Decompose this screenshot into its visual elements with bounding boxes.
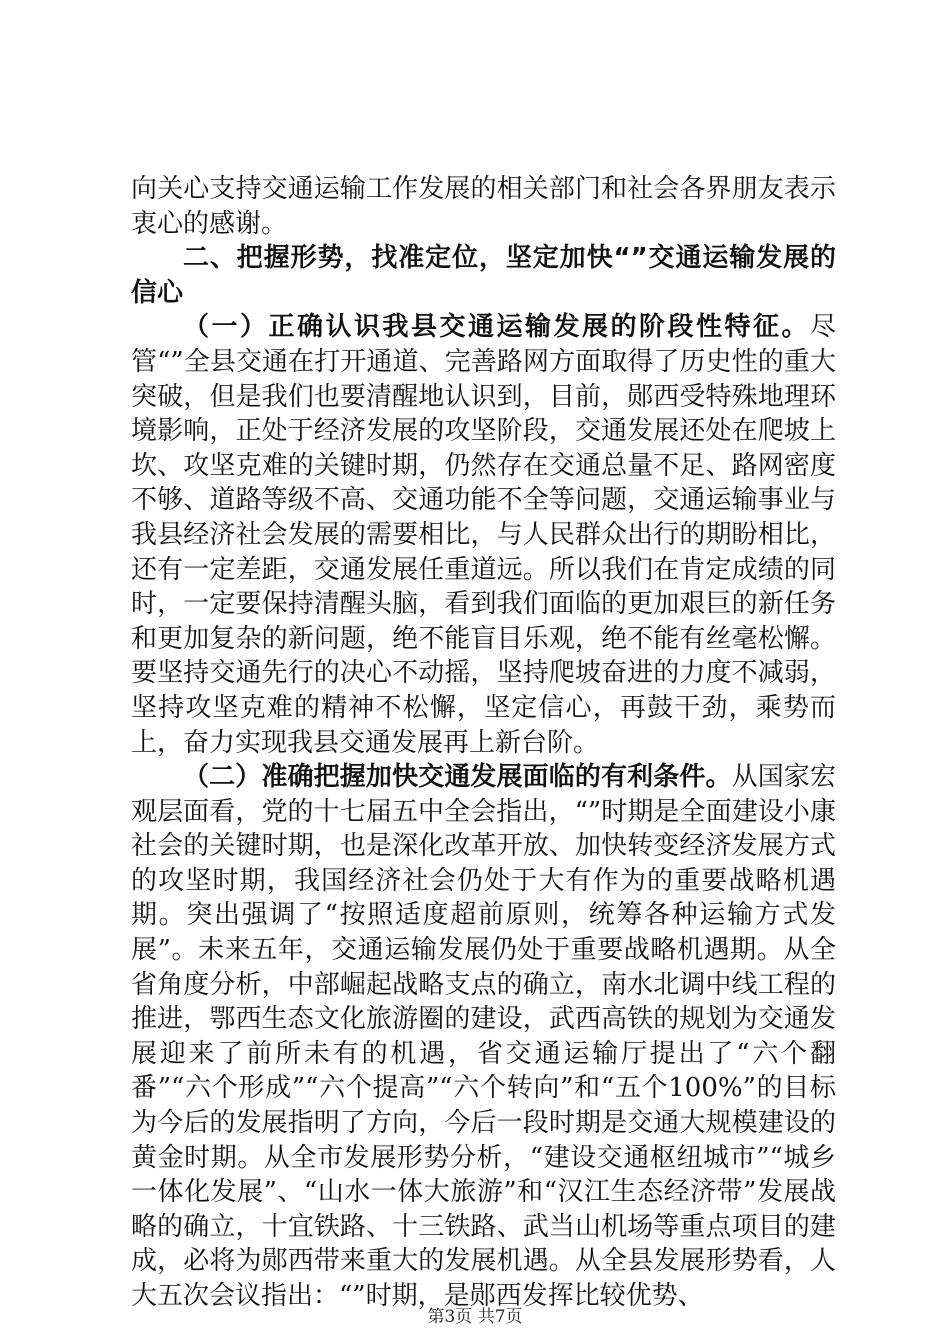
page-footer: 第3页 共7页 bbox=[427, 1307, 523, 1327]
paragraph-1-heading: （一）正确认识我县交通运输发展的阶段性特征。 bbox=[183, 312, 810, 343]
paragraph-1 bbox=[131, 310, 836, 760]
paragraph-2-body: 从国家宏观层面看，党的十七届五中全会指出，“”时期是全面建设小康社会的关键时期，也是深化改革开放、加快转变经济发展方式的攻坚时期，我国经济社会仍处于大有作为的重要战略机遇期。突出强调了“按照适度超前原则，统筹各种运输方式发展”。未来五年，交通运输发展仍处于重要战略机遇期。从全省角度分析，中部崛起战略支点的确立，南水北调中线工程的推进，鄂西生态文化旅游圈的建设，武西高铁的规划为交通发展迎来了前所未有的机遇，省交通运输厅提出了“六个翻番”“六个形成”“六个提高”“六个转向”和“五个100%”的目标为今后的发展指明了方向，今后一段时期是交通大规模建设的黄金时期。从全市发展形势分析，“建设交通枢纽城市”“城乡一体化发展”、“山水一体大旅游”和“汉江生态经济带”发展战略的确立，十宜铁路、十三铁路、武当山机场等重点项目的建成，必将为郧西带来重大的发展机遇。从全县发展形势看，人大五次会议指出：“”时期，是郧西发挥比较优势、 bbox=[131, 762, 836, 1311]
paragraph-continuation: 向关心支持交通运输工作发展的相关部门和社会各界朋友表示衷心的感谢。 bbox=[131, 174, 836, 239]
paragraph-2-heading: （二）准确把握加快交通发展面临的有利条件。 bbox=[183, 762, 732, 793]
paragraph-1-body: 尽管“”全县交通在打开通道、完善路网方面取得了历史性的重大突破，但是我们也要清醒地认识到，目前，郧西受特殊地理环境影响，正处于经济发展的攻坚阶段，交通发展还处在爬坡上坎、攻坚克难的关键时期，仍然存在交通总量不足、路网密度不够、道路等级不高、交通功能不全等问题，交通运输事业与我县经济社会发展的需要相比，与人民群众出行的期盼相比，还有一定差距，交通发展任重道远。所以我们在肯定成绩的同时，一定要保持清醒头脑，看到我们面临的更加艰巨的新任务和更加复杂的新问题，绝不能盲目乐观，绝不能有丝毫松懈。要坚持交通先行的决心不动摇，坚持爬坡奋进的力度不减弱，坚持攻坚克难的精神不松懈，坚定信心，再鼓干劲，乘势而上，奋力实现我县交通发展再上新台阶。 bbox=[131, 312, 836, 758]
section-heading: 二、把握形势，找准定位，坚定加快“”交通运输发展的信心 bbox=[131, 243, 836, 308]
document-body bbox=[131, 172, 836, 1314]
paragraph-2 bbox=[131, 760, 836, 1314]
